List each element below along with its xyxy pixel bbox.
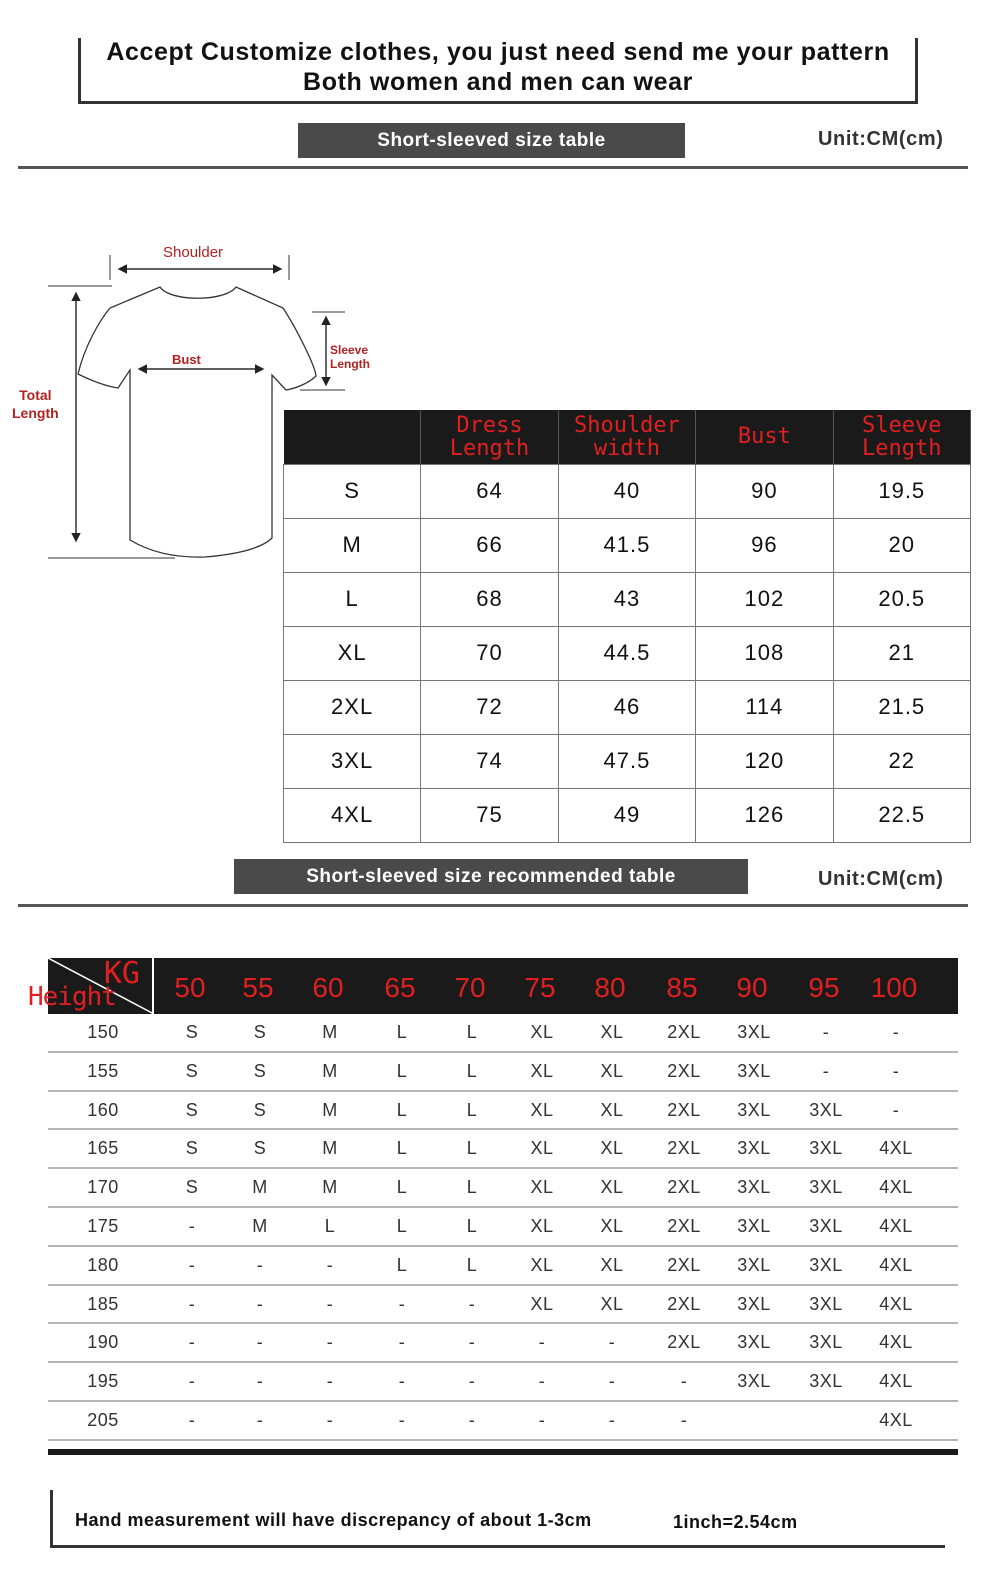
size-recommendation-cell: M (322, 1060, 338, 1081)
size-recommendation-cell: - (608, 1332, 616, 1353)
size-recommendation-cell: - (188, 1293, 196, 1314)
measurement-cell: 22 (833, 734, 970, 788)
total-label-line2: Length (12, 405, 59, 421)
size-recommendation-cell: - (188, 1409, 196, 1430)
measurement-cell: 75 (421, 788, 558, 842)
measurement-cell: 70 (421, 626, 558, 680)
table-row (284, 464, 971, 518)
size-recommendation-cell: M (322, 1138, 338, 1159)
weight-header-cell: 85 (666, 972, 698, 1003)
table-row (48, 1092, 958, 1131)
size-recommendation-cell: 3XL (809, 1254, 843, 1275)
size-recommendation-cell: S (253, 1060, 267, 1081)
weight-header-cell: 100 (870, 972, 918, 1003)
size-recommendation-cell: - (188, 1371, 196, 1392)
bust-label: Bust (172, 352, 201, 367)
size-recommendation-cell: S (253, 1022, 267, 1042)
size-recommendation-cell: 3XL (809, 1293, 843, 1314)
weight-header-cell: 65 (384, 972, 416, 1003)
table-row (48, 1053, 958, 1092)
size-label-cell: S (284, 464, 421, 518)
size-recommendation-cell: 3XL (737, 1215, 771, 1236)
size-label-cell: XL (284, 626, 421, 680)
measurement-cell: 66 (421, 518, 558, 572)
header-box (78, 38, 918, 104)
measurement-cell: 47.5 (558, 734, 696, 788)
measurement-cell: 21.5 (833, 680, 970, 734)
measurement-cell: 21 (833, 626, 970, 680)
table-bottom-bar (48, 1449, 958, 1455)
size-recommendation-cell: 4XL (879, 1254, 913, 1275)
size-recommendation-cell: 3XL (737, 1371, 771, 1392)
header-bust (696, 410, 833, 464)
size-recommendation-cell: S (253, 1099, 267, 1120)
size-recommendation-cell: 2XL (667, 1215, 701, 1236)
size-recommendation-cell: S (185, 1177, 199, 1198)
height-cell: 165 (87, 1138, 119, 1159)
size-recommendation-cell: - (256, 1254, 264, 1275)
size-recommendation-cell: 2XL (667, 1138, 701, 1159)
size-recommendation-cell: - (822, 1022, 830, 1042)
height-cell: 175 (87, 1215, 119, 1236)
size-recommendation-cell: XL (530, 1060, 554, 1081)
height-cell: 150 (87, 1022, 119, 1042)
size-recommendation-cell: - (188, 1332, 196, 1353)
measurement-cell: 126 (696, 788, 833, 842)
header-cell-l2: width (593, 435, 661, 461)
size-recommendation-cell: - (326, 1332, 334, 1353)
size-recommendation-cell: 3XL (737, 1332, 771, 1353)
table-row (284, 518, 971, 572)
size-recommendation-cell: XL (530, 1138, 554, 1159)
height-cell: 185 (87, 1293, 119, 1314)
total-length-label (12, 386, 59, 422)
size-recommendation-cell: 4XL (879, 1138, 913, 1159)
recommended-size-table (28, 958, 958, 1455)
sleeve-label-line1: Sleeve (330, 343, 369, 357)
size-recommendation-cell: - (892, 1022, 900, 1042)
size-recommendation-cell: 3XL (809, 1099, 843, 1120)
size-recommendation-cell: XL (600, 1215, 624, 1236)
size-recommendation-cell: - (326, 1409, 334, 1430)
size-table (283, 410, 971, 843)
header-sleeve-length (833, 410, 970, 464)
table-row (284, 626, 971, 680)
sleeve-label-line2: Length (330, 357, 370, 371)
size-recommendation-cell: 3XL (809, 1215, 843, 1236)
measurement-cell: 44.5 (558, 626, 696, 680)
table-row (48, 1014, 958, 1053)
size-recommendation-cell: 4XL (879, 1293, 913, 1314)
size-recommendation-cell: XL (530, 1099, 554, 1120)
table-row (48, 1402, 958, 1441)
size-recommendation-cell: M (322, 1022, 338, 1042)
divider-1 (18, 166, 968, 169)
header-line-2: Both women and men can wear (303, 68, 693, 96)
size-recommendation-cell: L (396, 1022, 408, 1042)
size-recommendation-cell: XL (530, 1254, 554, 1275)
table-row (48, 1169, 958, 1208)
height-cell: 160 (87, 1099, 119, 1120)
shoulder-label: Shoulder (163, 244, 224, 261)
measurement-cell: 102 (696, 572, 833, 626)
table-row (48, 1363, 958, 1402)
measurement-cell: 41.5 (558, 518, 696, 572)
weight-header-cell: 70 (454, 972, 486, 1003)
size-recommendation-cell: XL (600, 1138, 624, 1159)
table-row (284, 572, 971, 626)
size-recommendation-cell: - (398, 1409, 406, 1430)
divider-2 (18, 904, 968, 907)
size-recommendation-cell: L (396, 1138, 408, 1159)
measurement-cell: 96 (696, 518, 833, 572)
measurement-cell: 90 (696, 464, 833, 518)
table-row (48, 1324, 958, 1363)
measurement-cell: 20 (833, 518, 970, 572)
size-recommendation-cell: 3XL (737, 1177, 771, 1198)
size-recommendation-cell: 3XL (809, 1177, 843, 1198)
size-label-cell: 4XL (284, 788, 421, 842)
header-cell-l1: Bust (737, 424, 791, 450)
size-recommendation-cell: - (538, 1409, 546, 1430)
size-recommendation-cell: - (892, 1099, 900, 1120)
size-recommendation-cell: - (608, 1409, 616, 1430)
size-recommendation-cell: S (253, 1138, 267, 1159)
header-shoulder-width (558, 410, 696, 464)
measurement-cell: 68 (421, 572, 558, 626)
size-recommendation-cell: L (466, 1177, 478, 1198)
size-recommendation-cell: - (468, 1332, 476, 1353)
size-recommendation-cell: 2XL (667, 1099, 701, 1120)
size-recommendation-cell: XL (600, 1099, 624, 1120)
recommended-table-banner: Short-sleeved size recommended table (234, 859, 748, 894)
header-cell-l1: Sleeve (862, 412, 942, 438)
header-line-1: Accept Customize clothes, you just need send me your pattern (106, 38, 890, 66)
header-cell-l2: Length (449, 435, 530, 461)
size-recommendation-cell: 4XL (879, 1409, 913, 1430)
footer-note-box (50, 1490, 945, 1548)
total-label-line1: Total (19, 387, 52, 403)
size-recommendation-cell: 3XL (737, 1022, 771, 1042)
height-label: Height (28, 982, 116, 1012)
measurement-note: Hand measurement will have discrepancy of about 1-3cm (75, 1510, 592, 1530)
height-cell: 195 (87, 1371, 119, 1392)
size-recommendation-cell: XL (600, 1177, 624, 1198)
size-recommendation-cell: 3XL (737, 1099, 771, 1120)
measurement-cell: 114 (696, 680, 833, 734)
size-recommendation-cell: - (326, 1293, 334, 1314)
size-recommendation-cell: 2XL (667, 1332, 701, 1353)
size-recommendation-cell: 3XL (737, 1060, 771, 1081)
header-cell-l2: Length (862, 435, 942, 461)
header-dress-length (421, 410, 558, 464)
size-recommendation-cell: L (466, 1215, 478, 1236)
size-recommendation-cell: L (396, 1060, 408, 1081)
size-recommendation-cell: - (398, 1293, 406, 1314)
height-cell: 170 (87, 1177, 119, 1198)
height-cell: 155 (87, 1060, 119, 1081)
table-row (48, 1130, 958, 1169)
size-recommendation-cell: XL (600, 1293, 624, 1314)
size-recommendation-cell: 3XL (809, 1138, 843, 1159)
size-recommendation-cell: L (324, 1215, 336, 1236)
measurement-cell: 40 (558, 464, 696, 518)
size-recommendation-cell: L (396, 1215, 408, 1236)
height-cell: 205 (87, 1409, 119, 1430)
size-recommendation-cell: L (466, 1099, 478, 1120)
size-table-header (284, 410, 971, 464)
size-recommendation-cell: XL (600, 1022, 624, 1042)
size-recommendation-cell: XL (530, 1022, 554, 1042)
size-recommendation-cell: 4XL (879, 1332, 913, 1353)
size-recommendation-cell: L (466, 1138, 478, 1159)
size-recommendation-cell: 2XL (667, 1060, 701, 1081)
measurement-cell: 72 (421, 680, 558, 734)
size-recommendation-cell: - (326, 1254, 334, 1275)
size-recommendation-cell: L (396, 1254, 408, 1275)
size-recommendation-cell: L (466, 1022, 478, 1042)
measurement-cell: 22.5 (833, 788, 970, 842)
weight-header-cell: 75 (524, 972, 556, 1003)
measurement-cell: 120 (696, 734, 833, 788)
table-row (284, 788, 971, 842)
weight-header-cell: 80 (594, 972, 626, 1003)
measurement-cell: 43 (558, 572, 696, 626)
table-row (284, 680, 971, 734)
size-recommendation-cell: XL (530, 1215, 554, 1236)
size-recommendation-cell: L (466, 1254, 478, 1275)
size-recommendation-cell: 2XL (667, 1022, 701, 1042)
size-recommendation-cell: 2XL (667, 1177, 701, 1198)
header-cell-l1: Dress (456, 412, 523, 438)
size-table-banner: Short-sleeved size table (298, 123, 685, 158)
size-recommendation-cell: - (538, 1371, 546, 1392)
size-recommendation-cell: - (680, 1409, 688, 1430)
inch-conversion: 1inch=2.54cm (673, 1512, 798, 1532)
size-recommendation-cell: 2XL (667, 1254, 701, 1275)
table-row (48, 1247, 958, 1286)
size-recommendation-cell: - (398, 1371, 406, 1392)
size-recommendation-cell: 2XL (667, 1293, 701, 1314)
size-recommendation-cell: L (466, 1060, 478, 1081)
size-recommendation-cell: 4XL (879, 1177, 913, 1198)
table-row (48, 1208, 958, 1247)
size-recommendation-cell: S (185, 1022, 199, 1042)
size-recommendation-cell: 3XL (809, 1371, 843, 1392)
size-recommendation-cell: - (326, 1371, 334, 1392)
size-recommendation-cell: 4XL (879, 1371, 913, 1392)
weight-header-cell: 95 (808, 972, 840, 1003)
size-recommendation-cell: - (468, 1371, 476, 1392)
size-recommendation-cell: - (188, 1254, 196, 1275)
measurement-cell: 74 (421, 734, 558, 788)
sleeve-length-label (330, 343, 370, 371)
size-recommendation-cell: 3XL (737, 1254, 771, 1275)
size-recommendation-cell: - (256, 1409, 264, 1430)
height-cell: 190 (87, 1332, 119, 1353)
measurement-cell: 108 (696, 626, 833, 680)
size-recommendation-cell: S (185, 1060, 199, 1081)
size-label-cell: 3XL (284, 734, 421, 788)
size-recommendation-cell: - (398, 1332, 406, 1353)
size-recommendation-cell: 4XL (879, 1215, 913, 1236)
size-recommendation-cell: S (185, 1138, 199, 1159)
size-recommendation-cell: - (256, 1332, 264, 1353)
size-recommendation-cell: S (185, 1099, 199, 1120)
size-label-cell: 2XL (284, 680, 421, 734)
size-label-cell: M (284, 518, 421, 572)
size-recommendation-cell: M (322, 1099, 338, 1120)
size-recommendation-cell: L (396, 1177, 408, 1198)
weight-header-cell: 50 (174, 972, 206, 1003)
size-table-corner (284, 410, 421, 464)
size-recommendation-cell: - (256, 1371, 264, 1392)
size-recommendation-cell: - (608, 1371, 616, 1392)
table-row (48, 1286, 958, 1325)
size-label-cell: L (284, 572, 421, 626)
size-recommendation-cell: XL (530, 1293, 554, 1314)
size-recommendation-cell: L (396, 1099, 408, 1120)
size-recommendation-cell: M (322, 1177, 338, 1198)
size-recommendation-cell: - (468, 1409, 476, 1430)
size-recommendation-cell: XL (600, 1060, 624, 1081)
measurement-cell: 49 (558, 788, 696, 842)
measurement-cell: 46 (558, 680, 696, 734)
size-recommendation-cell: - (892, 1060, 900, 1081)
size-recommendation-cell: 3XL (809, 1332, 843, 1353)
measurement-cell: 20.5 (833, 572, 970, 626)
size-recommendation-cell: - (468, 1293, 476, 1314)
size-recommendation-cell: XL (530, 1177, 554, 1198)
size-recommendation-cell: - (822, 1060, 830, 1081)
size-recommendation-cell: XL (600, 1254, 624, 1275)
size-recommendation-cell: - (538, 1332, 546, 1353)
size-recommendation-cell: M (252, 1177, 268, 1198)
header-cell-l1: Shoulder (573, 412, 680, 438)
weight-header-cell: 60 (312, 972, 344, 1003)
kg-label: KG (103, 958, 140, 991)
recommended-table-header (48, 958, 958, 1014)
height-cell: 180 (87, 1254, 119, 1275)
weight-header-cell: 55 (242, 972, 274, 1003)
size-recommendation-cell: - (188, 1215, 196, 1236)
size-recommendation-cell: 3XL (737, 1293, 771, 1314)
unit-label-1: Unit:CM(cm) (818, 128, 944, 150)
size-recommendation-cell: - (256, 1293, 264, 1314)
unit-label-2: Unit:CM(cm) (818, 868, 944, 890)
measurement-cell: 19.5 (833, 464, 970, 518)
weight-header-cell: 90 (736, 972, 768, 1003)
measurement-cell: 64 (421, 464, 558, 518)
size-recommendation-cell: M (252, 1215, 268, 1236)
size-recommendation-cell: - (680, 1371, 688, 1392)
size-recommendation-cell: 3XL (737, 1138, 771, 1159)
table-row (284, 734, 971, 788)
